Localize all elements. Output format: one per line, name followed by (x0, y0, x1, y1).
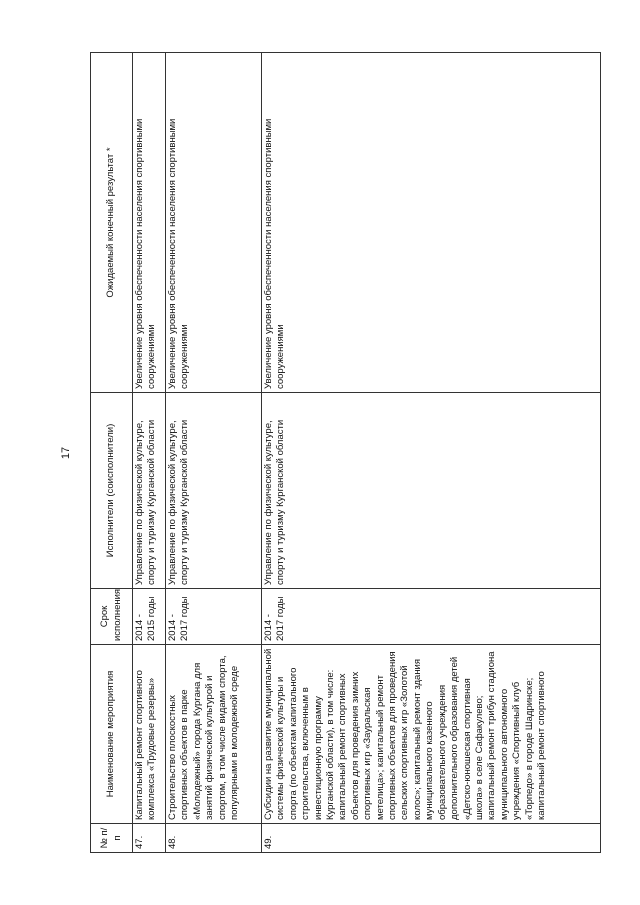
row-name: Капитальный ремонт спортивного комплекса «Трудовые резервы» (133, 645, 166, 824)
header-num: № п/п (91, 824, 133, 853)
table-row (262, 53, 601, 853)
row-name: Строительство плоскостных спортивных объектов в парке «Молодежный» города Кургана для занятий физической культурой и спортом, в том числе видами спорта, популярными в молодежной среде (166, 645, 262, 824)
header-result: Ожидаемый конечный результат * (91, 53, 133, 393)
table-row (133, 53, 166, 853)
row-num: 47. (133, 824, 166, 853)
row-executors: Управление по физической культуре, спорту и туризму Курганской области (262, 393, 601, 589)
row-term: 2014 - 2015 годы (133, 589, 166, 645)
header-term: Срок исполнения (91, 589, 133, 645)
header-executors: Исполнители (соисполнители) (91, 393, 133, 589)
row-executors: Управление по физической культуре, спорту и туризму Курганской области (133, 393, 166, 589)
row-num: 48. (166, 824, 262, 853)
row-executors: Управление по физической культуре, спорту и туризму Курганской области (166, 393, 262, 589)
row-result: Увеличение уровня обеспеченности населения спортивными сооружениями (262, 53, 601, 393)
page-number: 17 (60, 446, 72, 460)
row-term: 2014 - 2017 годы (166, 589, 262, 645)
row-term: 2014 - 2017 годы (262, 589, 601, 645)
table-row (166, 53, 262, 853)
header-name: Наименование мероприятия (91, 645, 133, 824)
row-num: 49. (262, 824, 601, 853)
measures-table-container (90, 53, 592, 853)
row-name: Субсидии на развитие муниципальной системы физической культуры и спорта (по объектам капитального строительства, включенным в инвестиционную программу Курганской области), в том числе: капитальный ремонт спортивных объектов для проведения зимних спортивных игр «Зауральская метелица»; капитальный ремонт спортивных объектов для проведения сельских спортивных игр «Золотой колос»; капитальный ремонт здания муниципального казенного образовательного учреждения дополнительного образования детей «Детско-юношеская спортивная школа» в селе Сафакулево; капитальный ремонт трибун стадиона муниципального автономного учреждения «Спортивный клуб «Торпедо» в городе Шадринске; капитальный ремонт спортивного (262, 645, 601, 824)
row-result: Увеличение уровня обеспеченности населения спортивными сооружениями (133, 53, 166, 393)
measures-table (90, 52, 601, 853)
table-header-row (91, 53, 133, 853)
row-result: Увеличение уровня обеспеченности населения спортивными сооружениями (166, 53, 262, 393)
